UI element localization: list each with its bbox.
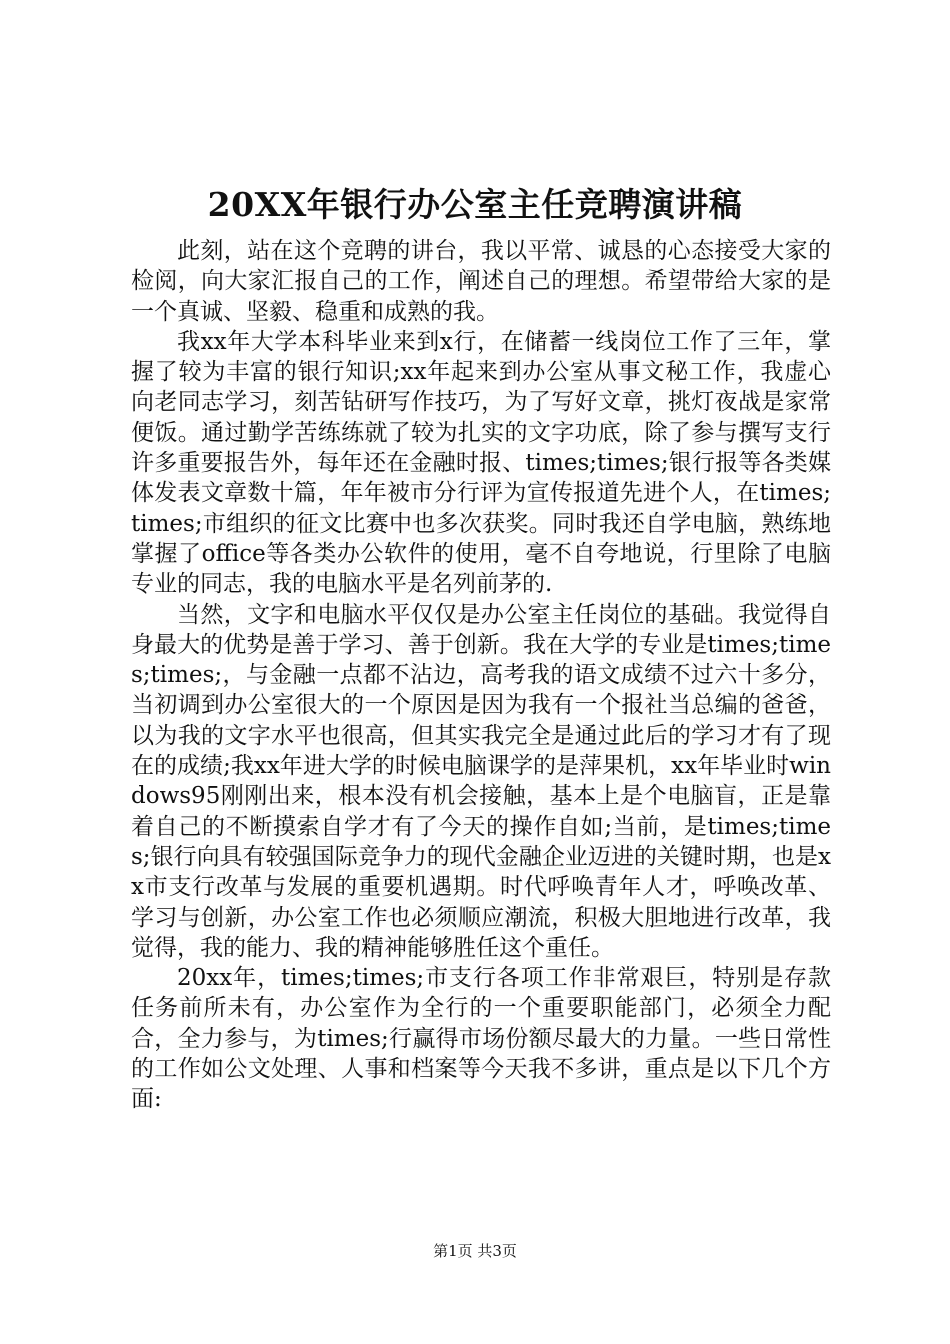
document-title: 20XX年银行办公室主任竞聘演讲稿 (207, 185, 743, 224)
paragraph-3: 当然，文字和电脑水平仅仅是办公室主任岗位的基础。我觉得自身最大的优势是善于学习、善于创新。我在大学的专业是times;times;times;，与金融一点都不沾边，高考我的语文成绩不过六十多分，当初调到办公室很大的一个原因是因为我有一个报社当总编的爸爸，以为我的文字水平也很高，但其实我完全是通过此后的学习才有了现在的成绩;我xx年进大学的时候电脑课学的是萍果机，xx年毕业时windows95刚刚出来，根本没有机会接触，基本上是个电脑盲，正是靠着自己的不断摸索自学才有了今天的操作自如;当前，是times;times;银行向具有较强国际竞争力的现代金融企业迈进的关键时期，也是xx市支行改革与发展的重要机遇期。时代呼唤青年人才，呼唤改革、学习与创新，办公室工作也必须顺应潮流，积极大胆地进行改革，我觉得，我的能力、我的精神能够胜任这个重任。 (131, 601, 831, 961)
document-body (131, 236, 831, 1115)
paragraph-4: 20xx年，times;times;市支行各项工作非常艰巨，特别是存款任务前所未有，办公室作为全行的一个重要职能部门，必须全力配合，全力参与，为times;行赢得市场份额尽最大的力量。一些日常性的工作如公文处理、人事和档案等今天我不多讲，重点是以下几个方面: (131, 965, 831, 1113)
paragraph-1: 此刻，站在这个竞聘的讲台，我以平常、诚恳的心态接受大家的检阅，向大家汇报自己的工作，阐述自己的理想。希望带给大家的是一个真诚、坚毅、稳重和成熟的我。 (131, 238, 831, 325)
page-number-footer: 第1页 共3页 (433, 1242, 517, 1260)
paragraph-2: 我xx年大学本科毕业来到x行，在储蓄一线岗位工作了三年，掌握了较为丰富的银行知识;xx年起来到办公室从事文秘工作，我虚心向老同志学习，刻苦钻研写作技巧，为了写好文章，挑灯夜战是家常便饭。通过勤学苦练练就了较为扎实的文字功底，除了参与撰写支行许多重要报告外，每年还在金融时报、times;times;银行报等各类媒体发表文章数十篇，年年被市分行评为宣传报道先进个人，在times;times;市组织的征文比赛中也多次获奖。同时我还自学电脑，熟练地掌握了office等各类办公软件的使用，毫不自夸地说，行里除了电脑专业的同志，我的电脑水平是名列前茅的. (131, 328, 831, 598)
